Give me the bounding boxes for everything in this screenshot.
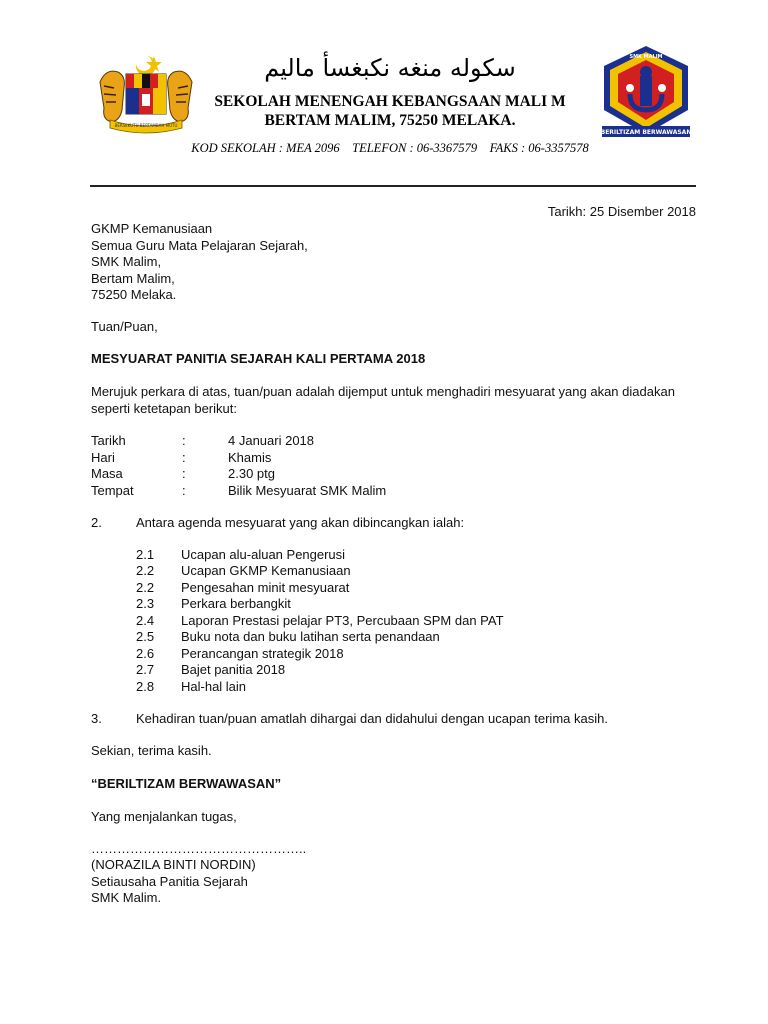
signer-name: (NORAZILA BINTI NORDIN) <box>91 857 256 872</box>
letterhead-divider <box>90 185 696 187</box>
school-logo <box>600 44 692 140</box>
recipient-line: Semua Guru Mata Pelajaran Sejarah, <box>91 237 308 253</box>
section-3-number: 3. <box>91 711 102 726</box>
detail-value: 2.30 ptg <box>228 466 275 481</box>
detail-label: Tempat <box>91 483 134 498</box>
detail-colon: : <box>182 466 186 481</box>
agenda-number: 2.6 <box>136 646 155 661</box>
recipient-line: SMK Malim, <box>91 254 162 269</box>
agenda-text: Bajet panitia 2018 <box>181 662 286 677</box>
closing-text: Sekian, terima kasih. <box>91 743 212 758</box>
school-contact-line: KOD SEKOLAH : MEA 2096 TELEFON : 06-3367579 FAKS : 06-3357578 <box>191 141 589 155</box>
agenda-number: 2.2 <box>136 580 155 595</box>
recipient-address <box>91 221 308 304</box>
detail-colon: : <box>182 450 186 465</box>
agenda-number: 2.2 <box>136 563 155 578</box>
recipient-line: Bertam Malim, <box>91 270 175 286</box>
agenda-text: Ucapan alu-aluan Pengerusi <box>181 547 346 562</box>
agenda-text: Perancangan strategik 2018 <box>181 646 344 661</box>
school-name <box>190 92 590 130</box>
logo-motto-text: BERILTIZAM BERWAWASAN <box>600 129 692 136</box>
intro-line: Merujuk perkara di atas, tuan/puan adalah dijemput untuk menghadiri mesyuarat yang akan diadakan <box>91 384 675 399</box>
agenda-number: 2.5 <box>136 629 155 644</box>
detail-colon: : <box>182 483 186 498</box>
school-name-line2: BERTAM MALIM, 75250 MELAKA. <box>264 112 516 129</box>
agenda-text: Pengesahan minit mesyuarat <box>181 580 350 595</box>
recipient-line: 75250 Melaka. <box>91 287 177 302</box>
section-2-text: Antara agenda mesyuarat yang akan dibincangkan ialah: <box>136 515 465 530</box>
section-3-text: Kehadiran tuan/puan amatlah dihargai dan didahului dengan ucapan terima kasih. <box>136 711 608 726</box>
agenda-text: Laporan Prestasi pelajar PT3, Percubaan SPM dan PAT <box>181 613 504 628</box>
detail-label: Masa <box>91 466 123 481</box>
detail-value: Bilik Mesyuarat SMK Malim <box>228 483 387 498</box>
agenda-text: Hal-hal lain <box>181 679 247 694</box>
agenda-number: 2.1 <box>136 547 155 562</box>
sign-off: Yang menjalankan tugas, <box>91 809 237 824</box>
school-motto: “BERILTIZAM BERWAWASAN” <box>91 776 282 791</box>
agenda-text: Ucapan GKMP Kemanusiaan <box>181 563 351 578</box>
school-name-line1: SEKOLAH MENENGAH KEBANGSAAN MALI M <box>214 93 566 110</box>
agenda-number: 2.7 <box>136 662 155 677</box>
detail-label: Tarikh <box>91 433 126 448</box>
detail-colon: : <box>182 433 186 448</box>
section-2-number: 2. <box>91 515 102 530</box>
detail-value: Khamis <box>228 450 272 465</box>
letter-date: Tarikh: 25 Disember 2018 <box>547 204 696 219</box>
signer-title: Setiausaha Panitia Sejarah <box>91 874 248 889</box>
school-name-jawi: سكوله منغه نكبغسأ ماليم <box>264 54 516 82</box>
logo-top-text: SMK MALIM <box>629 54 663 60</box>
agenda-number: 2.3 <box>136 596 155 611</box>
agenda-text: Perkara berbangkit <box>181 596 291 611</box>
agenda-number: 2.8 <box>136 679 155 694</box>
detail-value: 4 Januari 2018 <box>228 433 315 448</box>
signature-line: ………………………………………….. <box>91 841 307 856</box>
national-crest-logo <box>96 52 196 134</box>
recipient-line: GKMP Kemanusiaan <box>91 221 213 236</box>
agenda-text: Buku nota dan buku latihan serta penandaan <box>181 629 440 644</box>
detail-label: Hari <box>91 450 115 465</box>
salutation: Tuan/Puan, <box>91 319 158 334</box>
intro-line: seperti ketetapan berikut: <box>91 400 237 416</box>
signer-organization: SMK Malim. <box>91 890 162 905</box>
intro-paragraph <box>91 384 697 417</box>
svg-text:BERSEKUTU BERTAMBAH MUTU: BERSEKUTU BERTAMBAH MUTU <box>114 123 178 128</box>
agenda-number: 2.4 <box>136 613 155 628</box>
letter-subject: MESYUARAT PANITIA SEJARAH KALI PERTAMA 2018 <box>91 351 426 366</box>
